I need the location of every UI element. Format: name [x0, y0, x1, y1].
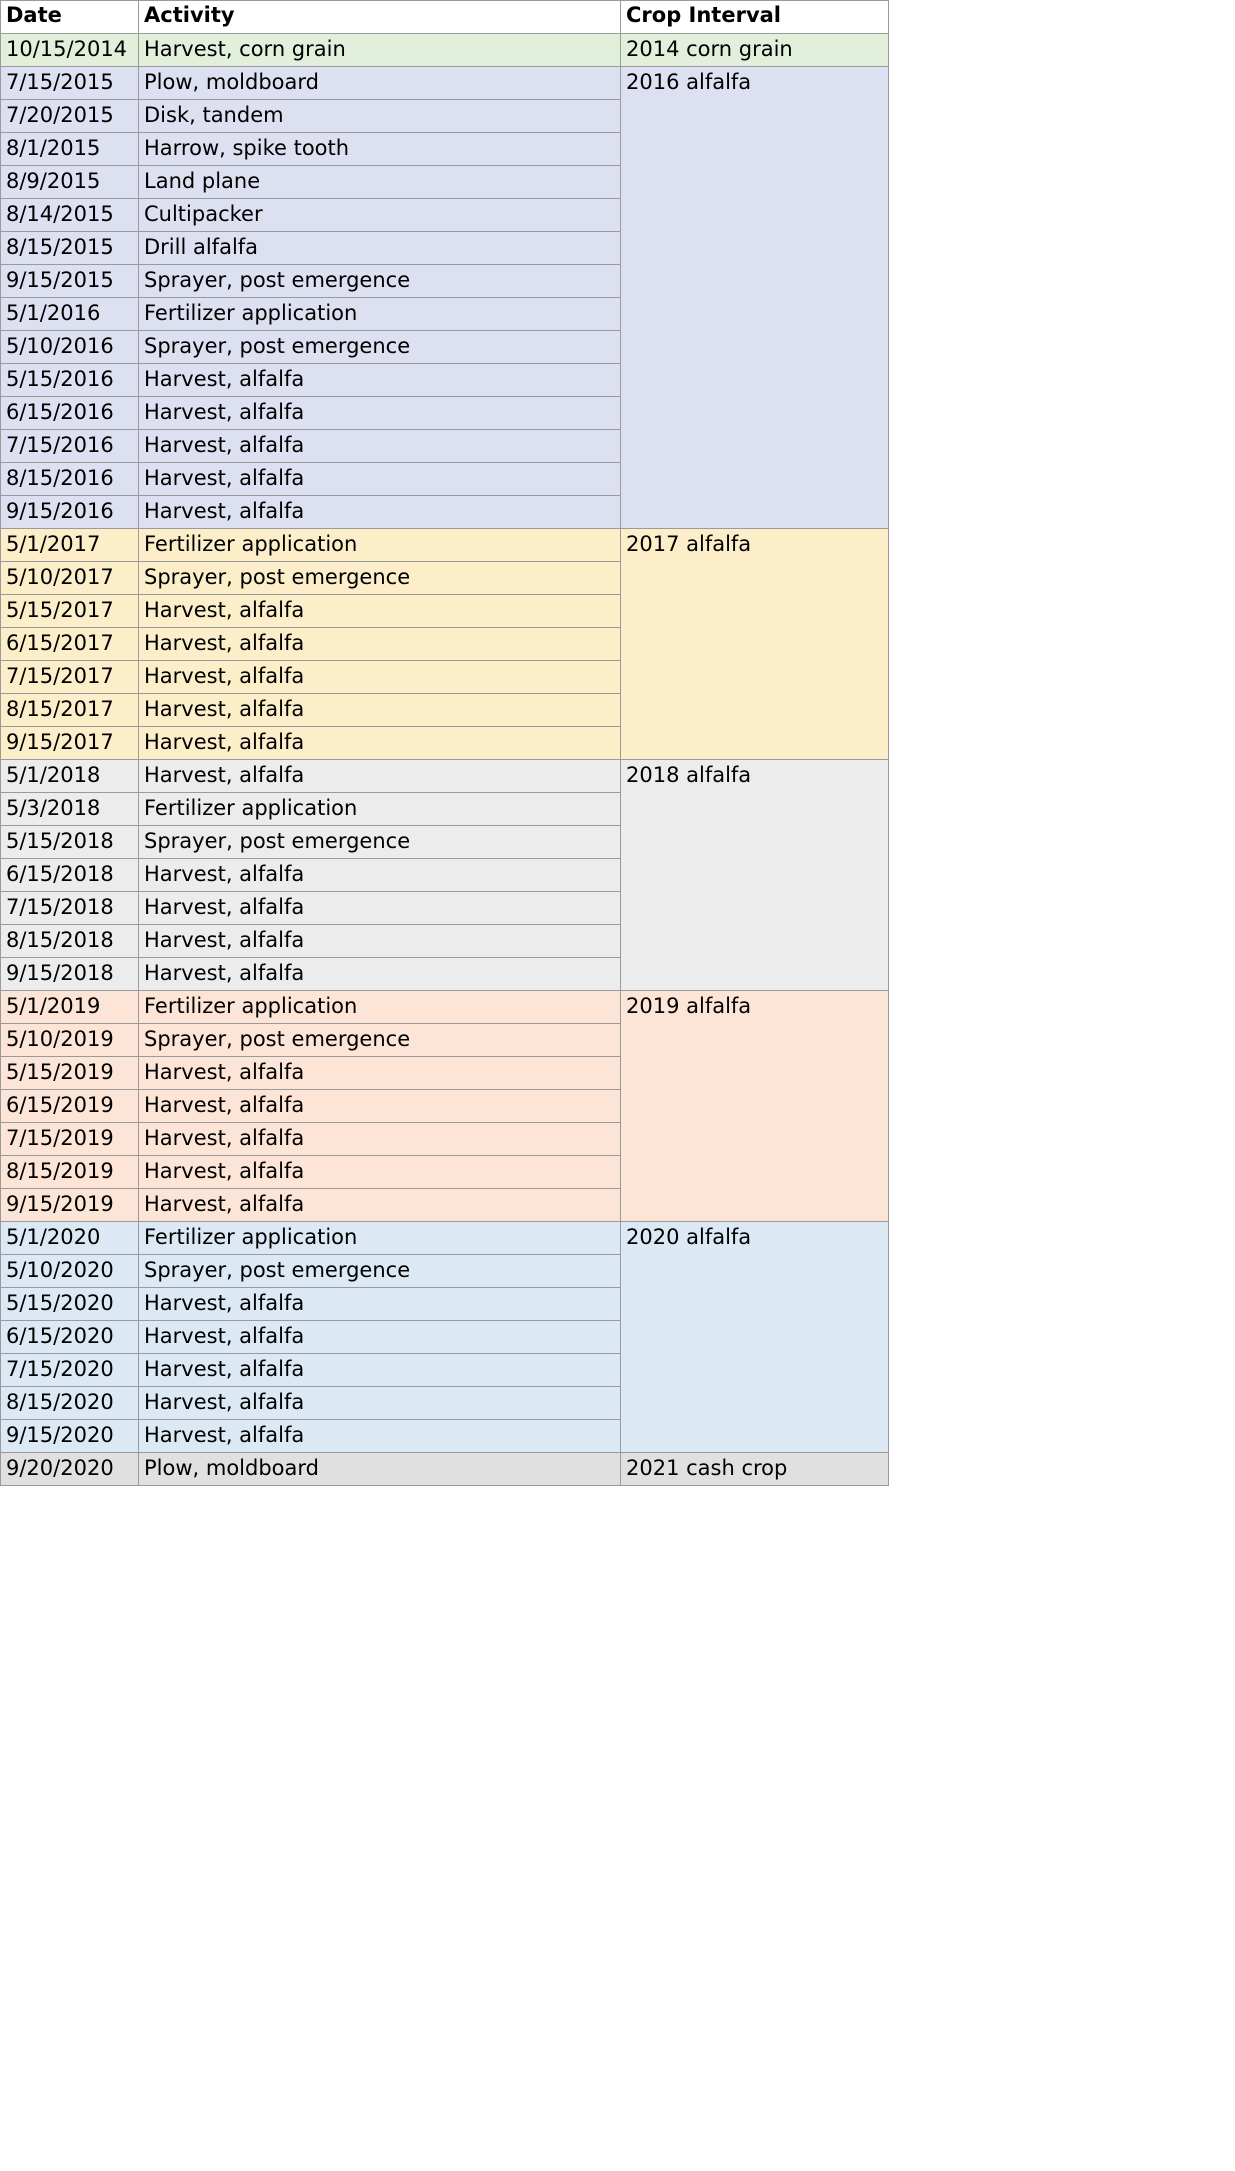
cell-activity: Sprayer, post emergence: [139, 265, 621, 298]
cell-activity: Sprayer, post emergence: [139, 826, 621, 859]
cell-date: 5/15/2018: [1, 826, 139, 859]
cell-activity: Harvest, alfalfa: [139, 1288, 621, 1321]
cell-date: 5/10/2017: [1, 562, 139, 595]
cell-date: 7/15/2016: [1, 430, 139, 463]
cell-date: 9/15/2019: [1, 1189, 139, 1222]
cell-activity: Plow, moldboard: [139, 67, 621, 100]
cell-date: 8/15/2015: [1, 232, 139, 265]
cell-activity: Fertilizer application: [139, 793, 621, 826]
cell-activity: Harvest, alfalfa: [139, 958, 621, 991]
table-row: [1, 34, 889, 67]
cell-date: 9/15/2016: [1, 496, 139, 529]
cell-date: 5/15/2017: [1, 595, 139, 628]
cell-activity: Harvest, alfalfa: [139, 1123, 621, 1156]
table-body: [1, 34, 889, 1486]
cell-date: 6/15/2017: [1, 628, 139, 661]
cell-date: 8/15/2020: [1, 1387, 139, 1420]
cell-date: 8/9/2015: [1, 166, 139, 199]
cell-date: 5/10/2020: [1, 1255, 139, 1288]
cell-date: 6/15/2020: [1, 1321, 139, 1354]
cell-crop-interval: 2016 alfalfa: [621, 67, 889, 529]
cell-date: 8/15/2016: [1, 463, 139, 496]
cell-date: 7/15/2019: [1, 1123, 139, 1156]
cell-activity: Harvest, alfalfa: [139, 925, 621, 958]
cell-date: 5/15/2020: [1, 1288, 139, 1321]
cell-crop-interval: 2020 alfalfa: [621, 1222, 889, 1453]
cell-date: 9/20/2020: [1, 1453, 139, 1486]
cell-date: 9/15/2018: [1, 958, 139, 991]
cell-activity: Harvest, alfalfa: [139, 1057, 621, 1090]
cell-date: 5/1/2019: [1, 991, 139, 1024]
cell-activity: Harvest, alfalfa: [139, 892, 621, 925]
cell-date: 6/15/2016: [1, 397, 139, 430]
cell-activity: Harvest, corn grain: [139, 34, 621, 67]
cell-activity: Sprayer, post emergence: [139, 562, 621, 595]
cell-date: 5/1/2018: [1, 760, 139, 793]
cell-activity: Land plane: [139, 166, 621, 199]
cell-activity: Harvest, alfalfa: [139, 1321, 621, 1354]
cell-activity: Harrow, spike tooth: [139, 133, 621, 166]
cell-activity: Harvest, alfalfa: [139, 463, 621, 496]
cell-activity: Harvest, alfalfa: [139, 694, 621, 727]
cell-date: 6/15/2018: [1, 859, 139, 892]
cell-date: 8/15/2019: [1, 1156, 139, 1189]
column-header-activity: Activity: [139, 1, 621, 34]
cell-crop-interval: 2021 cash crop: [621, 1453, 889, 1486]
column-header-date: Date: [1, 1, 139, 34]
cell-activity: Harvest, alfalfa: [139, 727, 621, 760]
cell-date: 8/15/2017: [1, 694, 139, 727]
cell-date: 7/15/2017: [1, 661, 139, 694]
cell-date: 9/15/2015: [1, 265, 139, 298]
cell-date: 9/15/2020: [1, 1420, 139, 1453]
cell-date: 5/1/2016: [1, 298, 139, 331]
cell-date: 7/15/2020: [1, 1354, 139, 1387]
cell-activity: Sprayer, post emergence: [139, 331, 621, 364]
cell-activity: Plow, moldboard: [139, 1453, 621, 1486]
cell-date: 8/15/2018: [1, 925, 139, 958]
table-row: [1, 1222, 889, 1255]
table-header-row: [1, 1, 889, 34]
cell-activity: Harvest, alfalfa: [139, 496, 621, 529]
table-row: [1, 991, 889, 1024]
cell-date: 10/15/2014: [1, 34, 139, 67]
cell-date: 5/3/2018: [1, 793, 139, 826]
cell-date: 9/15/2017: [1, 727, 139, 760]
cell-activity: Harvest, alfalfa: [139, 859, 621, 892]
cell-activity: Harvest, alfalfa: [139, 1090, 621, 1123]
cell-date: 7/15/2015: [1, 67, 139, 100]
cell-activity: Harvest, alfalfa: [139, 397, 621, 430]
cell-date: 8/1/2015: [1, 133, 139, 166]
cell-date: 6/15/2019: [1, 1090, 139, 1123]
table-header: [1, 1, 889, 34]
cell-activity: Cultipacker: [139, 199, 621, 232]
cell-activity: Fertilizer application: [139, 991, 621, 1024]
cell-activity: Disk, tandem: [139, 100, 621, 133]
cell-activity: Harvest, alfalfa: [139, 1387, 621, 1420]
cell-crop-interval: 2017 alfalfa: [621, 529, 889, 760]
cell-date: 8/14/2015: [1, 199, 139, 232]
cell-crop-interval: 2014 corn grain: [621, 34, 889, 67]
cell-date: 5/15/2019: [1, 1057, 139, 1090]
cell-date: 5/1/2020: [1, 1222, 139, 1255]
cell-date: 5/10/2019: [1, 1024, 139, 1057]
cell-activity: Sprayer, post emergence: [139, 1255, 621, 1288]
field-activity-table: [0, 0, 889, 1486]
cell-activity: Fertilizer application: [139, 1222, 621, 1255]
table-row: [1, 529, 889, 562]
cell-activity: Harvest, alfalfa: [139, 1354, 621, 1387]
cell-activity: Harvest, alfalfa: [139, 1189, 621, 1222]
cell-date: 5/15/2016: [1, 364, 139, 397]
table-row: [1, 67, 889, 100]
cell-activity: Harvest, alfalfa: [139, 1420, 621, 1453]
cell-crop-interval: 2019 alfalfa: [621, 991, 889, 1222]
table-row: [1, 760, 889, 793]
cell-activity: Fertilizer application: [139, 298, 621, 331]
table-row: [1, 1453, 889, 1486]
column-header-crop-interval: Crop Interval: [621, 1, 889, 34]
cell-activity: Harvest, alfalfa: [139, 661, 621, 694]
cell-activity: Fertilizer application: [139, 529, 621, 562]
cell-crop-interval: 2018 alfalfa: [621, 760, 889, 991]
cell-date: 7/20/2015: [1, 100, 139, 133]
cell-activity: Harvest, alfalfa: [139, 595, 621, 628]
cell-activity: Drill alfalfa: [139, 232, 621, 265]
cell-activity: Sprayer, post emergence: [139, 1024, 621, 1057]
cell-date: 5/10/2016: [1, 331, 139, 364]
cell-activity: Harvest, alfalfa: [139, 430, 621, 463]
cell-date: 7/15/2018: [1, 892, 139, 925]
cell-activity: Harvest, alfalfa: [139, 1156, 621, 1189]
cell-activity: Harvest, alfalfa: [139, 364, 621, 397]
cell-activity: Harvest, alfalfa: [139, 628, 621, 661]
cell-activity: Harvest, alfalfa: [139, 760, 621, 793]
cell-date: 5/1/2017: [1, 529, 139, 562]
